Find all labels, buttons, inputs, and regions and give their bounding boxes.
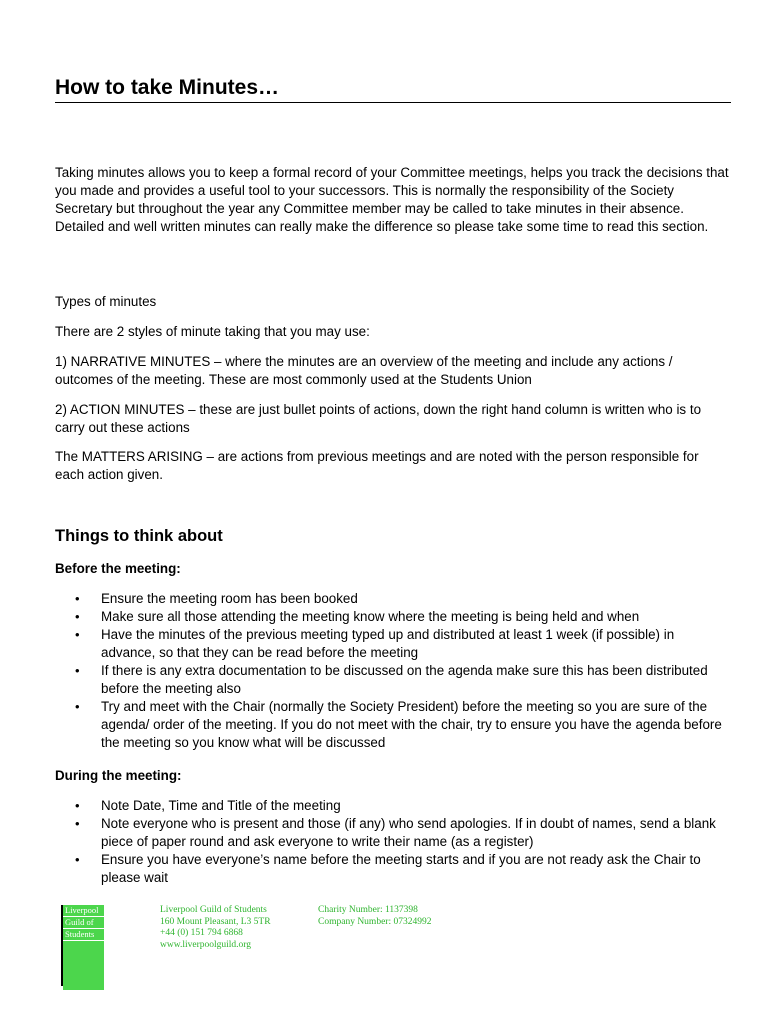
during-meeting-label: During the meeting: (55, 768, 182, 783)
title-underline (55, 102, 731, 103)
list-item-text: Have the minutes of the previous meeting typed up and distributed at least 1 week (if possible) in advance, so that they can be read before the meeting (101, 627, 675, 660)
before-meeting-label: Before the meeting: (55, 561, 181, 576)
footer-registration (318, 905, 431, 928)
list-item (55, 590, 731, 608)
narrative-minutes-paragraph: 1) NARRATIVE MINUTES – where the minutes are an overview of the meeting and include any actions / outcomes of the meeting. These are most commonly used at the Students Union (55, 354, 673, 387)
bullet-icon: • (75, 627, 80, 642)
logo-line: Students (63, 929, 104, 940)
list-item-text: Ensure the meeting room has been booked (101, 591, 358, 606)
bullet-icon: • (75, 663, 80, 678)
footer-org-name: Liverpool Guild of Students (160, 905, 267, 915)
bullet-icon: • (75, 609, 80, 624)
list-item (55, 698, 731, 752)
list-item-text: Note Date, Time and Title of the meeting (101, 798, 341, 813)
footer-website-link[interactable]: www.liverpoolguild.org (160, 939, 252, 950)
action-minutes-paragraph: 2) ACTION MINUTES – these are just bullet points of actions, down the right hand column is written who is to carry out these actions (55, 402, 702, 435)
guild-logo (63, 905, 104, 990)
styles-intro: There are 2 styles of minute taking that you may use: (55, 324, 370, 339)
list-item-text: Note everyone who is present and those (if any) who send apologies. If in doubt of names, send a blank piece of paper round and ask everyone to write their name (as a register) (101, 816, 716, 849)
list-item-text: If there is any extra documentation to be discussed on the agenda make sure this has been distributed before the meeting also (101, 663, 708, 696)
list-item (55, 608, 731, 626)
intro-paragraph: Taking minutes allows you to keep a formal record of your Committee meetings, helps you track the decisions that you made and provides a useful tool to your successors. This is normally the responsibility of the Society Secretary but throughout the year any Committee member may be called to take minutes in their absence. Detailed and well written minutes can really make the difference so please take some time to read this section. (55, 165, 729, 234)
before-meeting-list (55, 590, 731, 752)
list-item-text: Try and meet with the Chair (normally the Society President) before the meeting so you are sure of the agenda/ order of the meeting. If you do not meet with the chair, try to ensure you have the agenda before the meeting so you know what will be discussed (101, 699, 722, 750)
things-heading: Things to think about (55, 527, 223, 545)
during-meeting-list (55, 797, 731, 887)
bullet-icon: • (75, 816, 80, 831)
list-item (55, 851, 731, 887)
types-heading: Types of minutes (55, 294, 157, 309)
bullet-icon: • (75, 591, 80, 606)
list-item-text: Make sure all those attending the meeting know where the meeting is being held and when (101, 609, 640, 624)
footer-address (160, 905, 271, 951)
list-item (55, 797, 731, 815)
logo-line: Guild of (63, 917, 104, 928)
list-item-text: Ensure you have everyone’s name before the meeting starts and if you are not ready ask the Chair to please wait (101, 852, 701, 885)
page-title: How to take Minutes… (55, 76, 280, 99)
list-item (55, 662, 731, 698)
matters-arising-paragraph: The MATTERS ARISING – are actions from previous meetings and are noted with the person responsible for each action given. (55, 449, 699, 482)
footer-street: 160 Mount Pleasant, L3 5TR (160, 916, 271, 927)
logo-block (63, 941, 104, 990)
logo-line: Liverpool (63, 905, 104, 916)
bullet-icon: • (75, 699, 80, 714)
company-number: Company Number: 07324992 (318, 916, 432, 927)
footer-phone: +44 (0) 151 794 6868 (160, 928, 243, 938)
list-item (55, 815, 731, 851)
bullet-icon: • (75, 852, 80, 867)
charity-number: Charity Number: 1137398 (318, 905, 418, 915)
bullet-icon: • (75, 798, 80, 813)
list-item (55, 626, 731, 662)
